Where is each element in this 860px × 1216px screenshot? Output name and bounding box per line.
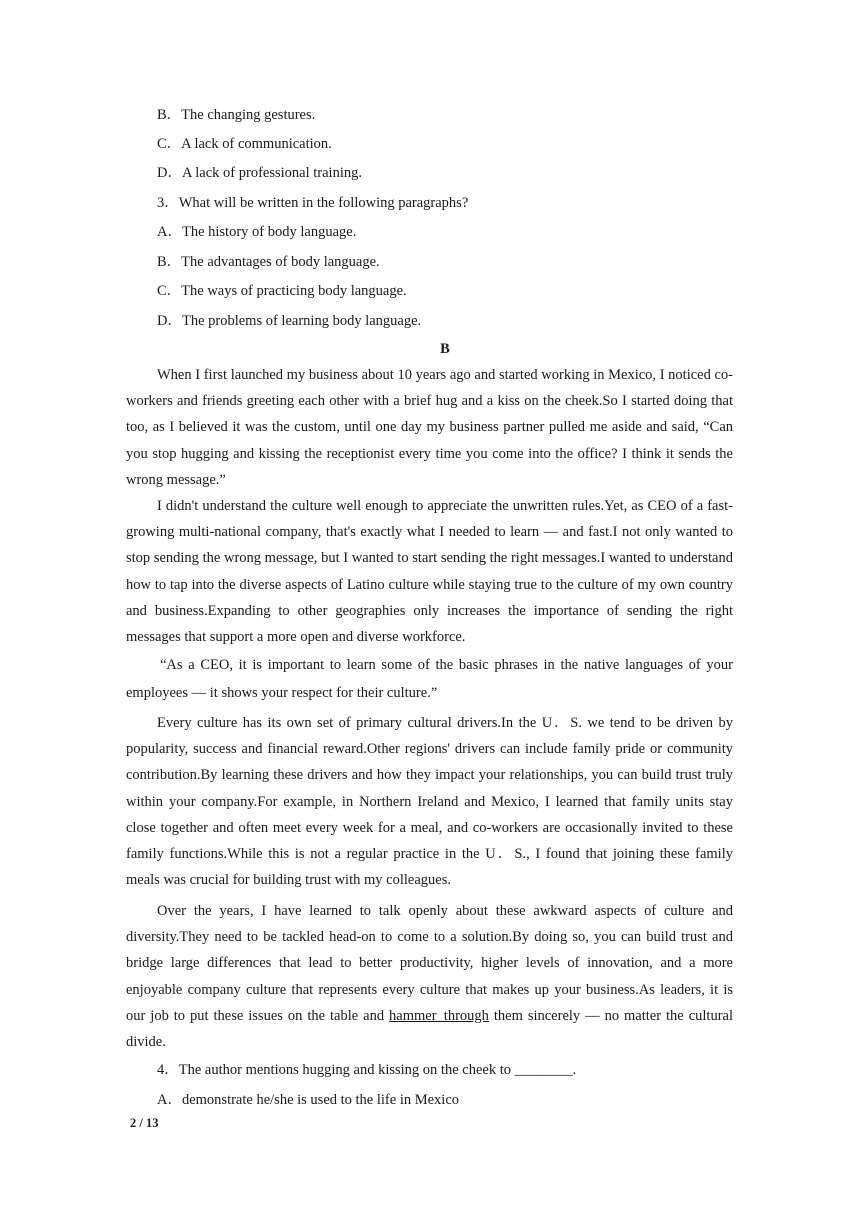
q4-option-a: A．demonstrate he/she is used to the life in Mexico — [157, 1092, 460, 1108]
paragraph-5-text-end: them sincerely — no matter the cultural divide. — [126, 1007, 733, 1051]
passage-paragraph-2: I didn't understand the culture well enough to appreciate the unwritten rules.Yet, as CEO of a fast-growing multi-national company, that's exactly what I needed to learn — and fast.I not only wanted to stop sending the wrong message, but I wanted to start sending the right messages.I wanted to understand how to tap into the diverse aspects of Latino culture while staying true to the culture of my own country and business.Expanding to other geographies only increases the importance of sending the right messages that support a more open and diverse workforce. — [126, 498, 733, 646]
passage-paragraph-4: Every culture has its own set of primary cultural drivers.In the U．S. we tend to be driven by popularity, success and financial reward.Other regions' drivers can include family pride or community contribution.By learning these drivers and how they impact your relationships, you can build trust truly within your company.For example, in Northern Ireland and Mexico, I learned that family units stay close together and often meet every week for a meal, and co-workers are occasionally invited to these family functions.While this is not a regular practice in the U．S., I found that joining these family meals was crucial for building trust with my colleagues. — [126, 715, 733, 889]
q4-stem: 4．The author mentions hugging and kissing on the cheek to ________. — [157, 1062, 577, 1078]
q2-option-b: B．The changing gestures. — [157, 107, 316, 123]
passage-paragraph-1: When I first launched my business about 10 years ago and started working in Mexico, I noticed co-workers and friends greeting each other with a brief hug and a kiss on the cheek.So I started doing that too, as I believed it was the custom, until one day my business partner pulled me aside and said, “Can you stop hugging and kissing the receptionist every time you come into the office? I think it sends the wrong message.” — [126, 367, 733, 488]
q3-option-d: D．The problems of learning body language. — [157, 313, 422, 329]
section-title: B — [440, 341, 450, 357]
paragraph-5-text-start: Over the years, I have learned to talk openly about these awkward aspects of culture and diversity.They need to be tackled head-on to come to a solution.By doing so, you can build trust and bridge large differences that lead to better productivity, higher levels of innovation, and a more enjoyable company culture that represents every culture that makes up your business.As leaders, it is our job to put these issues on the table and — [126, 903, 733, 1024]
underlined-phrase: hammer_through — [389, 1007, 489, 1024]
q2-option-d: D．A lack of professional training. — [157, 165, 362, 181]
passage-quote: “As a CEO, it is important to learn some of the basic phrases in the native languages of your employees — it shows your respect for their culture.” — [126, 657, 733, 701]
q2-option-c: C．A lack of communication. — [157, 136, 332, 152]
q3-stem: 3．What will be written in the following paragraphs? — [157, 195, 469, 211]
q3-option-b: B．The advantages of body language. — [157, 254, 380, 270]
page-number: 2 / 13 — [130, 1116, 159, 1130]
q3-option-a: A．The history of body language. — [157, 224, 357, 240]
q3-option-c: C．The ways of practicing body language. — [157, 283, 407, 299]
passage-paragraph-5 — [126, 898, 733, 1055]
